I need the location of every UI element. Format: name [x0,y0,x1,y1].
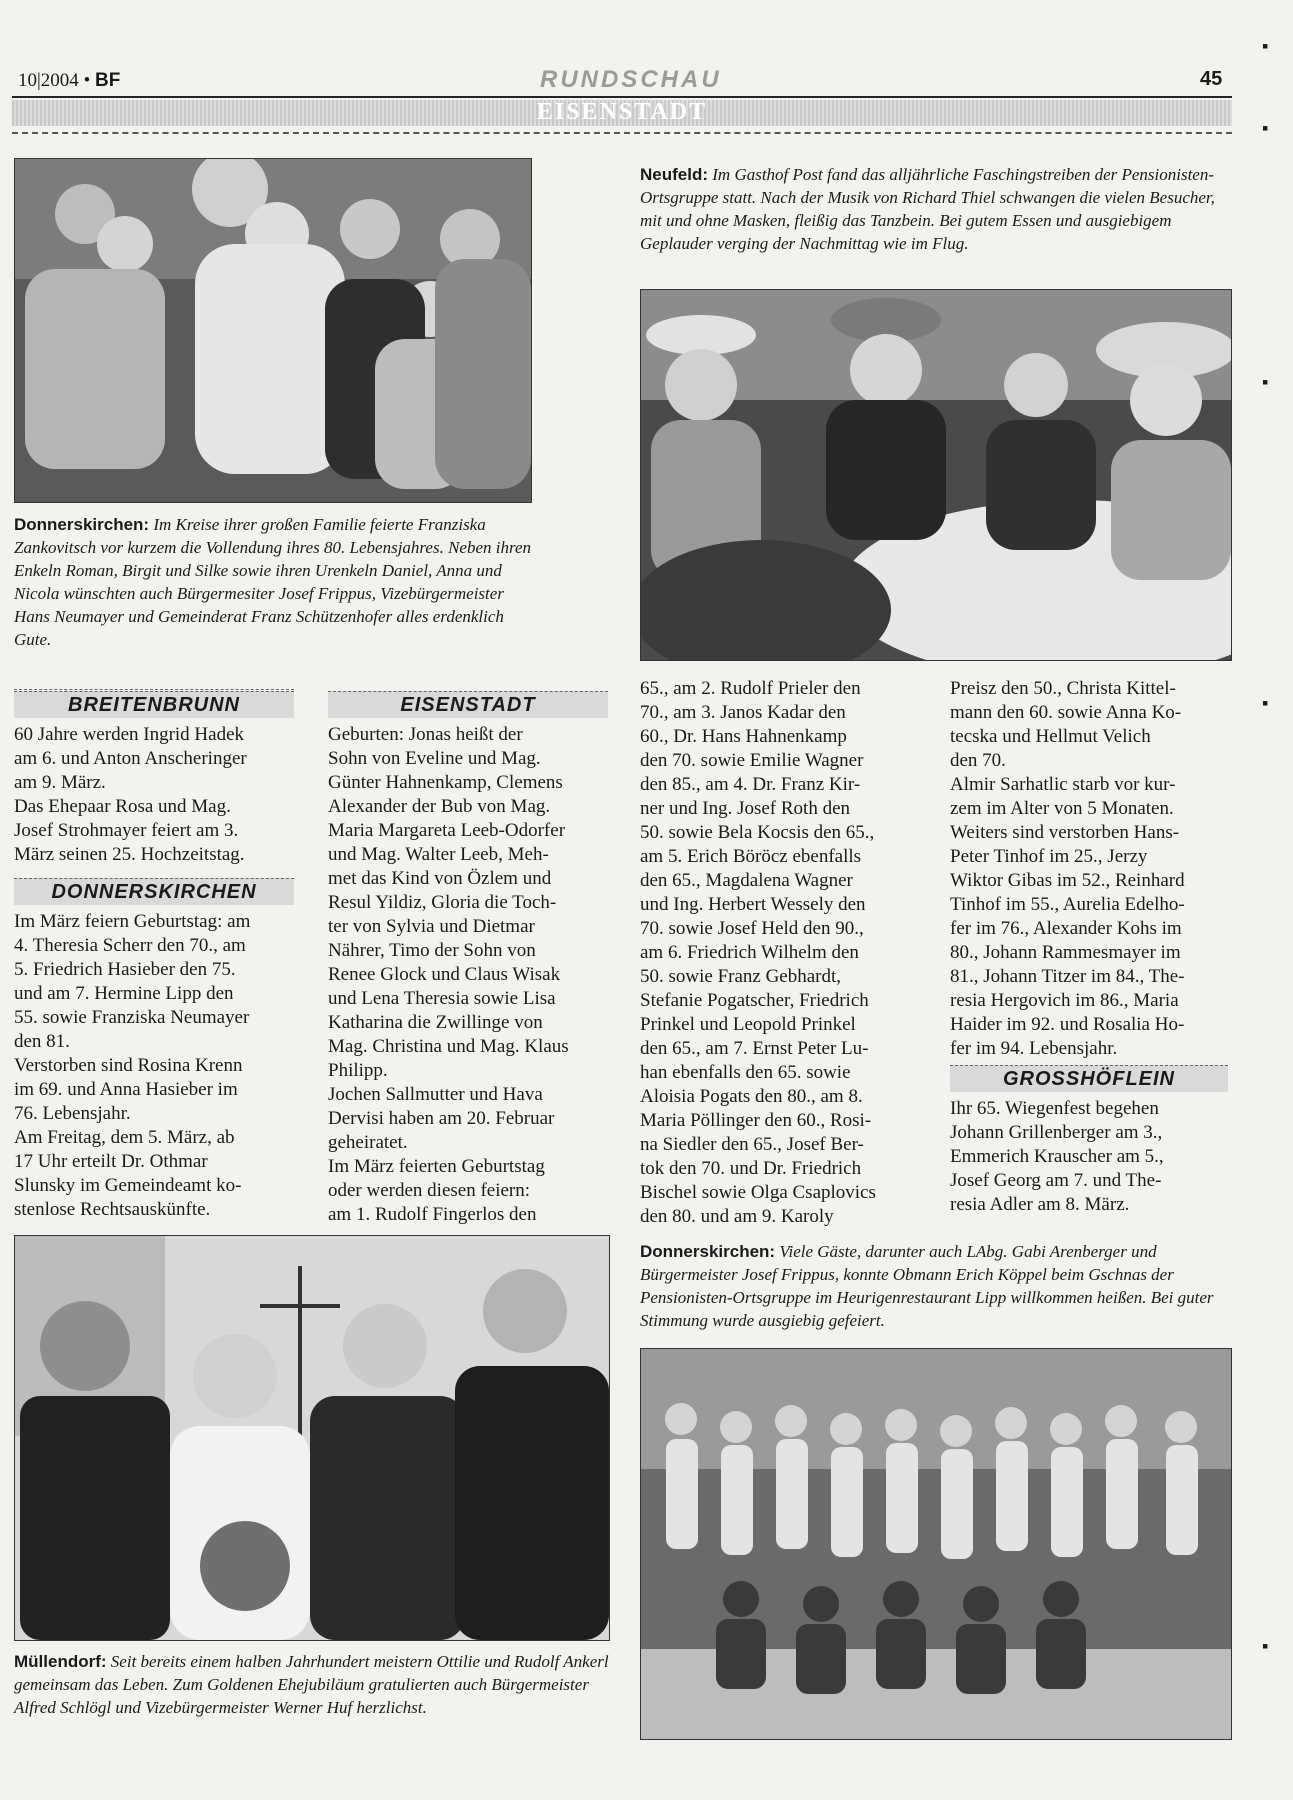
section-heading-grosshoeflein: GROSSHÖFLEIN [950,1065,1228,1092]
caption-text: Seit bereits einem halben Jahrhundert meistern Ottilie und Rudolf Ankerl gemeinsam das Leben. Zum Goldenen Ehejubiläum gratulierten auch Bürgermeister Alfred Schlögl und Vizebürgermeister Werner Huf herzlichst. [14,1652,609,1717]
section-text-donnerskirchen: Im März feiern Geburtstag: am 4. Theresia Scherr den 70., am 5. Friedrich Hasieber den 75. und am 7. Hermine Lipp den 55. sowie Franziska Neumayer den 81. Verstorben sind Rosina Krenn im 69. und Anna Hasieber im 76. Lebensjahr. Am Freitag, dem 5. März, ab 17 Uhr erteilt Dr. Othmar Slunsky im Gemeindeamt ko- stenlose Rechtsauskünfte. [14,911,251,1220]
section-text-eisenstadt-cont: 65., am 2. Rudolf Prieler den 70., am 3. Janos Kadar den 60., Dr. Hans Hahnenkamp den 70. sowie Emilie Wagner den 85., am 4. Dr. Franz Kir- ner und Ing. Josef Roth den 50. sowie Bela Kocsis den 65., am 5. Erich Böröcz ebenfalls den 65., Magdalena Wagner und Ing. Herbert Wessely den 70. sowie Josef Held den 90., am 6. Friedrich Wilhelm den 50. sowie Franz Gebhardt, Stefanie Pogatscher, Friedrich Prinkel und Leopold Prinkel den 65., am 7. Ernst Peter Lu- han ebenfalls den 65. sowie Aloisia Pogats den 80., am 8. Maria Pöllinger den 60., Rosi- na Siedler den 65., Josef Ber- tok den 70. und Dr. Friedrich Bischel sowie Olga Csaplovics den 80. und am 9. Karoly [640,678,876,1227]
caption-text: Im Kreise ihrer großen Familie feierte Franziska Zankovitsch vor kurzem die Vollendung ihres 80. Lebensjahres. Neben ihren Enkeln Roman, Birgit und Silke sowie ihren Urenkeln Daniel, Anna und Nicola wünschten auch Bürgermesiter Josef Frippus, Vizebürgermeister Hans Neumayer und Gemeinderat Franz Schützenhofer alles erdenklich Gute. [14,515,532,649]
page-number: 45 [1200,68,1223,90]
caption-text: Viele Gäste, darunter auch LAbg. Gabi Arenberger und Bürgermeister Josef Frippus, konnte Obmann Erich Köppel beim Gschnas der Pensionisten-Ortsgruppe im Heurigenrestaurant Lipp willkommen heißen. Bei guter Stimmung wurde ausgiebig gefeiert. [640,1242,1214,1330]
section-text-eisenstadt-cont2: Preisz den 50., Christa Kittel- mann den 60. sowie Anna Ko- tecska und Hellmut Velich den 70. Almir Sarhatlic starb vor kur- zem im Alter von 5 Monaten. Weiters sind verstorben Hans- Peter Tinhof im 25., Jerzy Wiktor Gibas im 52., Reinhard Tinhof im 55., Aurelia Edelho- fer im 76., Alexander Kohs im 80., Johann Rammesmayer im 81., Johann Titzer im 84., The- resia Hergovich im 86., Maria Haider im 92. und Rosalia Ho- fer im 94. Lebensjahr. [950,678,1185,1059]
header-divider [12,132,1232,134]
margin-mark: ▪ [1262,118,1269,138]
photo-family [14,158,532,503]
header-rule [12,96,1232,98]
section-text-grosshoeflein: Ihr 65. Wiegenfest begehen Johann Grillenberger am 3., Emmerich Krauscher am 5., Josef Georg am 7. und The- resia Adler am 8. März. [950,1098,1164,1215]
photo-muellendorf [14,1235,610,1641]
caption-donnerskirchen-gschnas [640,1240,1230,1332]
caption-text: Im Gasthof Post fand das alljährliche Faschingstreiben der Pensionisten-Ortsgruppe statt. Nach der Musik von Richard Thiel schwangen die vielen Besucher, mit und ohne Masken, fleißig das Tanzbein. Bei gutem Essen und ausgiebigem Geplauder verging der Nachmittag wie im Flug. [640,165,1215,253]
caption-donnerskirchen-family [14,513,534,651]
section-heading-donnerskirchen: DONNERSKIRCHEN [14,878,294,905]
section-text-eisenstadt: Geburten: Jonas heißt der Sohn von Eveline und Mag. Günter Hahnenkamp, Clemens Alexander der Bub von Mag. Maria Margareta Leeb-Odorfer und Mag. Walter Leeb, Meh- met das Kind von Özlem und Resul Yildiz, Gloria die Toch- ter von Sylvia und Dietmar Nährer, Timo der Sohn von Renee Glock und Claus Wisak und Lena Theresia sowie Lisa Katharina die Zwillinge von Mag. Christina und Mag. Klaus Philipp. Jochen Sallmutter und Hava Dervisi haben am 20. Februar geheiratet. Im März feierten Geburtstag oder werden diesen feiern: am 1. Rudolf Fingerlos den [328,724,569,1225]
margin-mark: ▪ [1262,36,1269,56]
divider [14,689,294,690]
caption-place: Müllendorf: [14,1652,107,1671]
section-heading-breitenbrunn: BREITENBRUNN [14,691,294,718]
photo-gschnas [640,1348,1232,1740]
bullet: • [83,70,91,91]
section-heading-eisenstadt: EISENSTADT [328,691,608,718]
caption-place: Donnerskirchen: [14,515,150,534]
section-text-breitenbrunn: 60 Jahre werden Ingrid Hadek am 6. und Anton Anscheringer am 9. März. Das Ehepaar Rosa und Mag. Josef Strohmayer feiert am 3. März seinen 25. Hochzeitstag. [14,724,247,865]
margin-mark: ▪ [1262,693,1269,713]
issue-info [18,70,120,92]
caption-place: Donnerskirchen: [640,1242,776,1261]
section-title: RUNDSCHAU [540,66,722,93]
issue-number: 10|2004 [18,70,79,91]
publication-name: BF [94,70,121,91]
caption-muellendorf [14,1650,614,1719]
photo-neufeld [640,289,1232,661]
caption-neufeld [640,163,1225,255]
district-title: EISENSTADT [536,99,708,125]
margin-mark: ▪ [1262,372,1269,392]
margin-mark: ▪ [1262,1636,1269,1656]
caption-place: Neufeld: [640,165,708,184]
